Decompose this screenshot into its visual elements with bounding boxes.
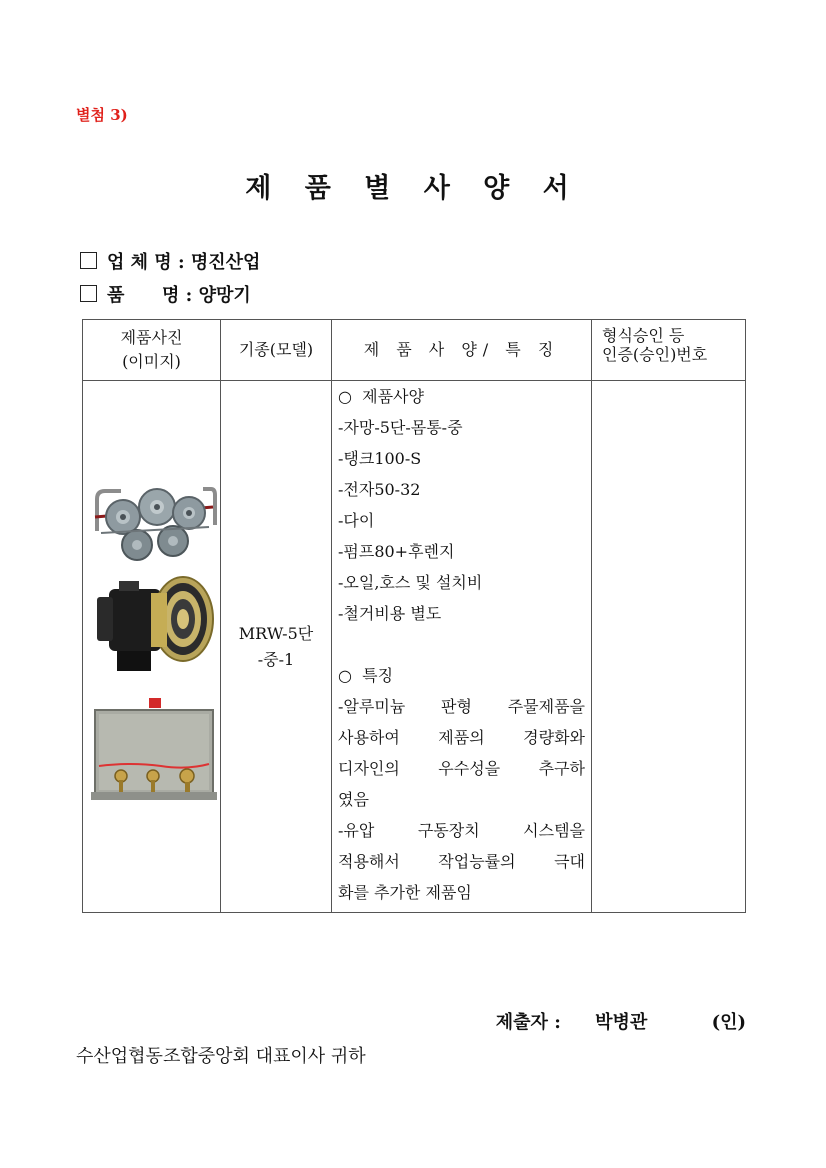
header-photo-line2: (이미지) <box>122 352 181 371</box>
feature-section-title: ○ 특징 <box>338 666 394 685</box>
table-row <box>83 381 746 913</box>
document-title: 제 품 별 사 양 서 <box>245 173 581 204</box>
spacer <box>338 629 585 660</box>
checkbox-square-icon <box>80 285 97 302</box>
header-photo <box>83 320 221 381</box>
table-header-row <box>83 320 746 381</box>
spec-item: -다이 <box>338 511 375 530</box>
spec-section-title: ○ 제품사양 <box>338 387 424 406</box>
spec-table <box>82 319 746 913</box>
feature-line: -알루미늄 판형 주물제품을 <box>338 697 585 716</box>
header-spec <box>332 320 592 381</box>
header-cert <box>592 320 746 381</box>
header-spec-label: 제 품 사 양/ 특 징 <box>363 340 560 359</box>
header-cert-line1: 형식승인 등 <box>602 326 685 345</box>
attachment-label: 별첨 3) <box>76 106 128 124</box>
submitter-name: 박병관 <box>595 1012 648 1033</box>
submitter-seal: (인) <box>711 1012 746 1033</box>
spec-item: -자망-5단-몸통-중 <box>338 418 463 437</box>
photo-cell <box>83 381 221 913</box>
submitter-label: 제출자 : <box>495 1012 561 1033</box>
feature-line: -유압 구동장치 시스템을 <box>338 821 585 840</box>
spec-item: -철거비용 별도 <box>338 604 442 623</box>
product-row <box>80 281 251 307</box>
submitter-line <box>496 1008 746 1034</box>
feature-line: 디자인의 우수성을 추구하 <box>338 759 585 778</box>
pulley-assembly-photo <box>91 481 217 563</box>
company-row <box>80 248 260 274</box>
cert-cell <box>592 381 746 913</box>
spec-item: -전자50-32 <box>338 480 421 499</box>
checkbox-square-icon <box>80 252 97 269</box>
header-cert-line2: 인증(승인)번호 <box>602 345 708 364</box>
addressee: 수산업협동조합중앙회 대표이사 귀하 <box>76 1046 366 1067</box>
spec-item: -펌프80+후렌지 <box>338 542 455 561</box>
company-label: 업 체 명 : <box>107 252 191 273</box>
header-model: 기종(모델) <box>221 320 332 381</box>
feature-line: 화를 추가한 제품임 <box>338 883 472 902</box>
hydraulic-motor-photo <box>91 571 217 675</box>
model-line2: -중-1 <box>257 649 295 669</box>
tank-unit-photo <box>91 696 217 804</box>
header-photo-line1: 제품사진 <box>120 328 183 347</box>
feature-line: 사용하여 제품의 경량화와 <box>338 728 585 747</box>
spec-item: -오일,호스 및 설치비 <box>338 573 483 592</box>
model-line1: MRW-5단 <box>238 623 314 643</box>
feature-line: 적용해서 작업능률의 극대 <box>338 852 585 871</box>
product-label: 품 명 : <box>107 285 199 306</box>
model-cell <box>221 381 332 913</box>
company-value: 명진산업 <box>190 252 261 273</box>
feature-line: 였음 <box>338 790 369 809</box>
spec-cell <box>332 381 592 913</box>
spec-item: -탱크100-S <box>338 449 422 468</box>
product-value: 양망기 <box>198 285 251 306</box>
